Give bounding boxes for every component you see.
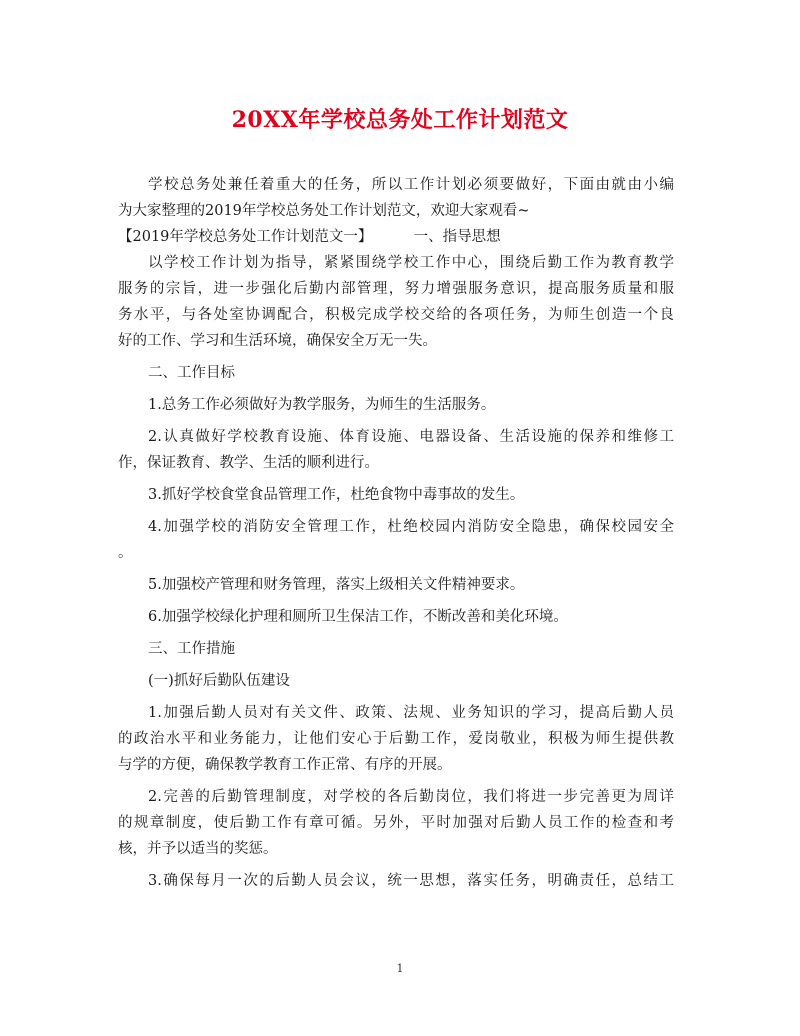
goal-item-continued: 作，保证教育、教学、生活的顺利进行。 [118,455,379,471]
goal-item: 3.抓好学校食堂食品管理工作，杜绝食物中毒事故的发生。 [148,487,525,503]
paragraph-line: 好的工作、学习和生活环境，确保安全万无一失。 [118,333,437,349]
subsection-heading: (一)抓好后勤队伍建设 [148,673,290,689]
goal-item-continued: 。 [118,545,133,561]
measure-item-continued: 与学的方便，确保教学教育工作正常、有序的开展。 [118,757,452,773]
goal-item: 5.加强校产管理和财务管理，落实上级相关文件精神要求。 [148,577,525,593]
paragraph-line: 服务的宗旨，进一步强化后勤内部管理，努力增强服务意识，提高服务质量和服 [118,281,674,297]
measure-item-continued: 的政治水平和业务能力，让他们安心于后勤工作，爱岗敬业，积极为师生提供教 [118,731,674,747]
goal-item: 4.加强学校的消防安全管理工作，杜绝校园内消防安全隐患，确保校园安全 [148,519,674,535]
goal-item: 6.加强学校绿化护理和厕所卫生保洁工作，不断改善和美化环境。 [148,609,568,625]
goal-item: 2.认真做好学校教育设施、体育设施、电器设备、生活设施的保养和维修工 [148,429,674,445]
measure-item: 3.确保每月一次的后勤人员会议，统一思想，落实任务，明确责任，总结工 [148,873,674,889]
section-heading: 二、工作目标 [148,365,235,381]
section-heading: 三、工作措施 [148,641,235,657]
measure-item: 2.完善的后勤管理制度，对学校的各后勤岗位，我们将进一步完善更为周详 [148,789,674,805]
measure-item-continued: 核，并予以适当的奖惩。 [118,841,278,857]
document-body [118,172,674,894]
sample-heading: 【2019年学校总务处工作计划范文一】 [118,229,373,245]
section-heading: 一、指导思想 [413,229,501,245]
page-number: 1 [396,962,404,975]
document-title: 20XX年学校总务处工作计划范文 [231,107,569,133]
measure-item: 1.加强后勤人员对有关文件、政策、法规、业务知识的学习，提高后勤人员 [148,705,674,721]
paragraph-line: 务水平，与各处室协调配合，积极完成学校交给的各项任务，为师生创造一个良 [118,307,674,323]
intro-line: 学校总务处兼任着重大的任务，所以工作计划必须要做好，下面由就由小编 [148,177,674,193]
sample-heading-row [118,224,674,250]
paragraph-line: 以学校工作计划为指导，紧紧围绕学校工作中心，围绕后勤工作为教育教学 [148,255,674,271]
goal-item: 1.总务工作必须做好为教学服务，为师生的生活服务。 [148,397,496,413]
measure-item-continued: 的规章制度，使后勤工作有章可循。另外，平时加强对后勤人员工作的检查和考 [118,815,674,831]
intro-line: 为大家整理的2019年学校总务处工作计划范文，欢迎大家观看~ [118,203,530,219]
